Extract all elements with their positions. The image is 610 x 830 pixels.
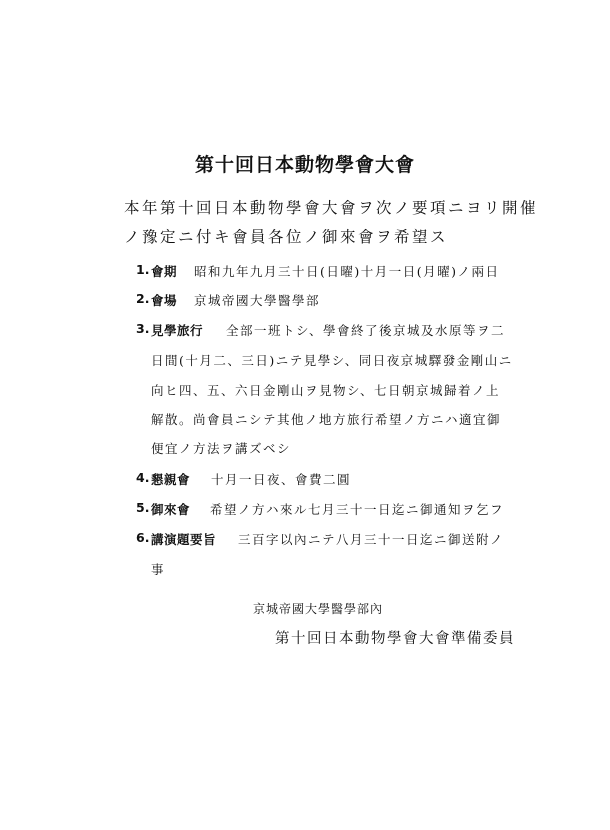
item-label: 會期 bbox=[151, 264, 178, 279]
intro-line-2: ノ豫定ニ付キ會員各位ノ御來會ヲ希望ス bbox=[124, 228, 449, 246]
item-label: 御來會 bbox=[151, 502, 191, 517]
item-content: 三百字以內ニテ八月三十一日迄ニ御送附ノ bbox=[238, 532, 505, 547]
footer-committee: 第十回日本動物學會大會準備委員 bbox=[275, 631, 515, 647]
footer-affiliation: 京城帝國大學醫學部內 bbox=[253, 602, 384, 616]
item-label: 講演題要旨 bbox=[151, 532, 217, 547]
item-number: 2. bbox=[136, 291, 150, 306]
item-number: 3. bbox=[136, 321, 150, 336]
item-number: 1. bbox=[136, 262, 150, 277]
item-content: 全部一班トシ、學會終了後京城及水原等ヲ二 bbox=[226, 323, 506, 338]
item-3-continuation: 解散。尚會員ニシテ其他ノ地方旅行希望ノ方ニハ適宜御 bbox=[151, 412, 502, 427]
item-number: 5. bbox=[136, 500, 150, 515]
intro-line-1: 本年第十回日本動物學會大會ヲ次ノ要項ニヨリ開催 bbox=[124, 199, 539, 217]
item-label: 懇親會 bbox=[151, 472, 191, 487]
item-label: 會場 bbox=[151, 293, 178, 308]
item-6-continuation: 事 bbox=[151, 562, 166, 577]
document-title: 第十回日本動物學會大會 bbox=[194, 154, 415, 176]
item-content: 昭和九年九月三十日(日曜)十月一日(月曜)ノ兩日 bbox=[194, 264, 500, 279]
item-number: 4. bbox=[136, 470, 150, 485]
item-label: 見學旅行 bbox=[151, 323, 204, 338]
item-content: 京城帝國大學醫學部 bbox=[194, 293, 321, 308]
item-3-continuation: 日間(十月二、三日)ニテ見學シ、同日夜京城驛發金剛山ニ bbox=[151, 353, 513, 368]
item-3-continuation: 向ヒ四、五、六日金剛山ヲ見物シ、七日朝京城歸着ノ上 bbox=[151, 383, 501, 398]
item-3-continuation: 便宜ノ方法ヲ講ズベシ bbox=[151, 441, 292, 456]
item-content: 希望ノ方ハ來ル七月三十一日迄ニ御通知ヲ乞フ bbox=[210, 502, 505, 517]
item-content: 十月一日夜、會費二圓 bbox=[211, 472, 352, 487]
item-number: 6. bbox=[136, 530, 150, 545]
